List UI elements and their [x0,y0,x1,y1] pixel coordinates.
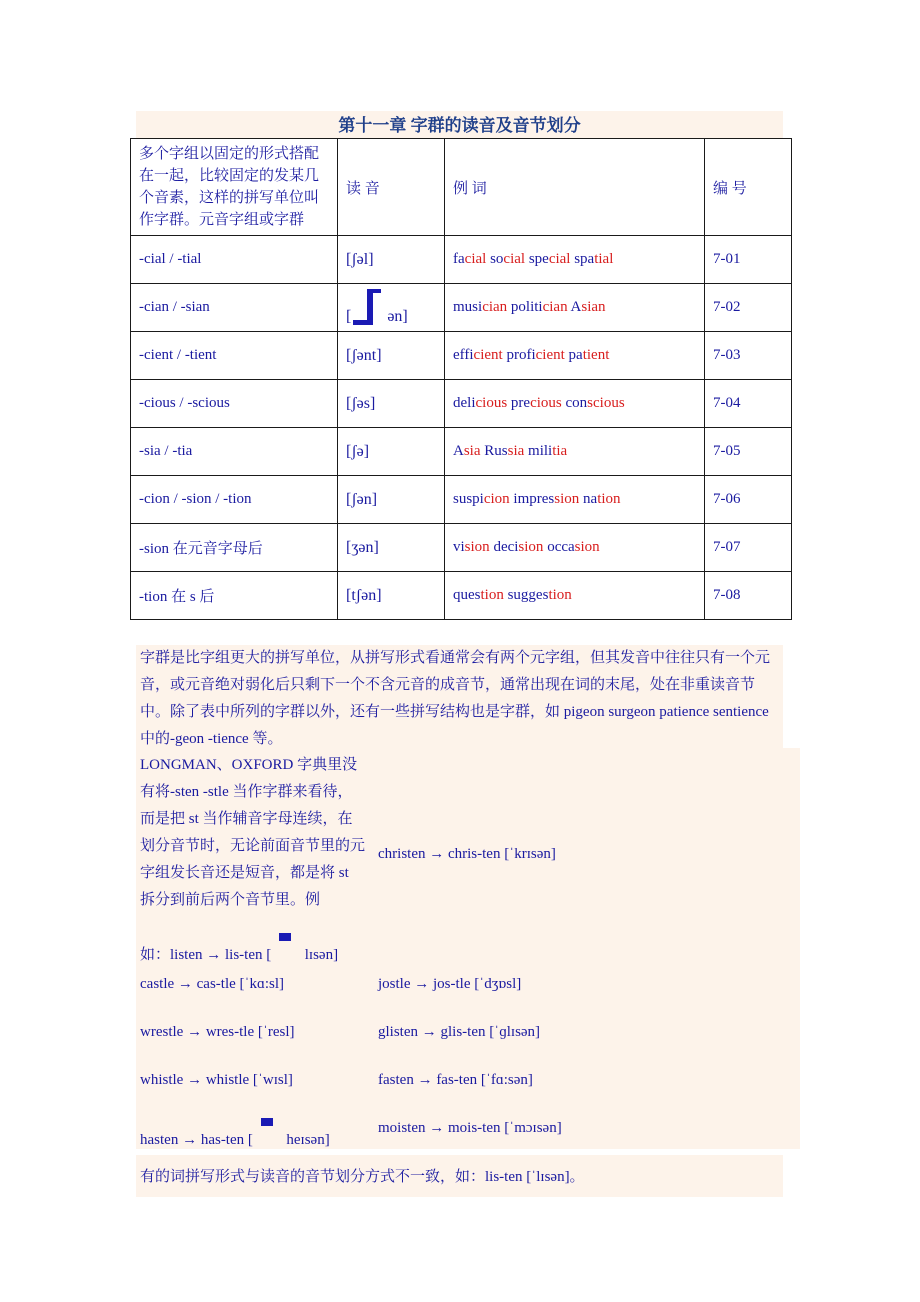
word-stem: effi [453,347,474,363]
example-word [571,299,606,315]
word-letter-group: tion [548,587,572,603]
example-words [445,236,705,284]
word-letter-group: cious [475,395,508,411]
word-letter-group: cious [530,395,562,411]
word-stem: ques [453,587,481,603]
word-letter-group: cient [473,347,503,363]
word-stem: so [490,251,504,267]
header-number: 编 号 [705,139,792,236]
pronunciation: [ʃə] [338,428,445,476]
stress-mark-icon [279,933,291,941]
example-word [569,347,610,363]
word-letter-group: sion [518,539,544,555]
table-row [131,476,792,524]
pronunciation: [ʃəl] [338,236,445,284]
word-stem: fa [453,251,465,267]
letter-group: -tion 在 s 后 [131,572,338,620]
chapter-title: 第十一章 字群的读音及音节划分 [136,111,783,138]
pronunciation: [ʃən] [338,476,445,524]
pronunciation: [ʃənt] [338,332,445,380]
word-letter-group: sion [554,491,580,507]
word-stem: deli [453,395,476,411]
word-letter-group: tion [597,491,621,507]
word-letter-group: sia [463,443,481,459]
example-hasten-text: hasten → has-ten [ [140,1132,253,1148]
example-word [508,587,572,603]
example-word [453,251,486,267]
example-word [511,299,568,315]
word-stem: spa [574,251,595,267]
group-number: 7-05 [705,428,792,476]
example-word [529,251,571,267]
longman-note: LONGMAN、OXFORD 字典里没有将-sten -stle 当作字群来看待，而是把 st 当作辅音字母连续，在划分音节时，无论前面音节里的元字组发长音还是短音，都是将 st 拆分到前后两个音节里。例 [140,757,366,908]
example-word [490,251,525,267]
example-words [445,572,705,620]
table-row [131,236,792,284]
example-listen-ipa: lɪsən] [304,947,339,963]
word-letter-group: tient [582,347,610,363]
group-number: 7-06 [705,476,792,524]
table-row [131,380,792,428]
example-words [445,428,705,476]
word-stem: mili [528,443,553,459]
example-word [513,491,579,507]
example-whistle: whistle → whistle [ˈwɪsl] [140,1072,293,1088]
example-word [453,539,490,555]
header-description: 多个字组以固定的形式搭配在一起，比较固定的发某几个音素，这样的拼写单位叫作字群。元音字组或字群 [131,139,338,236]
ipa-bracket: [ [346,308,352,325]
example-word [566,395,625,411]
letter-group: -sia / -tia [131,428,338,476]
letter-group: -cial / -tial [131,236,338,284]
example-word [506,347,564,363]
example-christen: christen → chris-ten [ˈkrɪsən] [378,846,556,862]
word-stem: A [453,443,464,459]
example-word [453,347,503,363]
word-stem: vi [453,539,465,555]
word-stem: profi [506,347,536,363]
word-stem: occa [547,539,575,555]
word-letter-group: cian [542,299,568,315]
st-split-section [136,748,800,1149]
group-number: 7-07 [705,524,792,572]
table-row [131,284,792,332]
example-jostle: jostle → jos-tle [ˈdʒɒsl] [378,976,522,992]
pronunciation: [ʒən] [338,524,445,572]
example-listen-text: 如：listen → lis-ten [ [140,947,272,963]
word-letter-group: tial [594,251,614,267]
header-examples: 例 词 [445,139,705,236]
paragraph-letter-groups: 字群是比字组更大的拼写单位，从拼写形式看通常会有两个元字组，但其发音中往往只有一个元音，或元音绝对弱化后只剩下一个不含元音的成音节，通常出现在词的末尾，处在非重读音节中。除了表中所列的字群以外，还有一些拼写结构也是字群，如 pigeon surgeon patience sentience 中的-geon -tience 等。 [136,645,783,748]
word-letter-group: cial [548,251,571,267]
example-word [453,443,481,459]
example-moisten: moisten → mois-ten [ˈmɔɪsən] [378,1120,562,1136]
word-stem: sugges [507,587,549,603]
word-letter-group: cial [503,251,526,267]
letter-group: -cion / -sion / -tion [131,476,338,524]
word-stem: Rus [484,443,508,459]
word-letter-group: sion [464,539,490,555]
letter-group: -cient / -tient [131,332,338,380]
word-stem: pre [510,395,531,411]
letter-group: -sion 在元音字母后 [131,524,338,572]
table-header-row [131,139,792,236]
ipa-tail: ən] [387,308,408,325]
example-word [484,443,524,459]
example-word [528,443,567,459]
table-row [131,572,792,620]
letter-group: -cious / -scious [131,380,338,428]
example-wrestle: wrestle → wres-tle [ˈresl] [140,1024,295,1040]
table-row [131,332,792,380]
example-words [445,332,705,380]
example-hasten [140,1118,330,1149]
example-word [547,539,600,555]
example-word [583,491,621,507]
letter-group-table [130,138,792,620]
word-stem: suspi [453,491,484,507]
word-letter-group: cion [483,491,510,507]
pronunciation: [ʃəs] [338,380,445,428]
final-note: 有的词拼写形式与读音的音节划分方式不一致，如：lis-ten [ˈlɪsən]。 [136,1155,783,1197]
example-word [453,299,507,315]
word-stem: na [583,491,598,507]
example-word [511,395,562,411]
word-letter-group: tia [552,443,568,459]
word-stem: deci [493,539,519,555]
stress-mark-icon [261,1118,273,1126]
group-number: 7-04 [705,380,792,428]
example-word [574,251,613,267]
word-letter-group: cian [482,299,508,315]
word-stem: A [570,299,582,315]
word-letter-group: sian [581,299,606,315]
word-letter-group: cient [535,347,565,363]
example-fasten: fasten → fas-ten [ˈfɑ:sən] [378,1072,533,1088]
word-stem: con [565,395,588,411]
word-letter-group: tion [480,587,504,603]
example-listen [140,933,338,964]
example-word [453,587,504,603]
group-number: 7-03 [705,332,792,380]
word-stem: pa [568,347,583,363]
word-letter-group: sion [574,539,600,555]
pronunciation [338,284,445,332]
example-word [453,395,507,411]
example-word [453,491,510,507]
pronunciation: [tʃən] [338,572,445,620]
table-row [131,524,792,572]
example-words [445,524,705,572]
word-letter-group: scious [587,395,625,411]
word-letter-group: sia [507,443,525,459]
example-words [445,476,705,524]
group-number: 7-02 [705,284,792,332]
word-letter-group: cial [464,251,487,267]
group-number: 7-08 [705,572,792,620]
example-castle: castle → cas-tle [ˈkɑ:sl] [140,976,285,992]
example-glisten: glisten → glis-ten [ˈɡlɪsən] [378,1024,541,1040]
word-stem: politi [510,299,543,315]
example-words [445,284,705,332]
example-words [445,380,705,428]
example-hasten-ipa: heɪsən] [286,1132,330,1148]
header-pronunciation: 读 音 [338,139,445,236]
word-stem: musi [453,299,483,315]
group-number: 7-01 [705,236,792,284]
word-stem: spe [528,251,549,267]
letter-group: -cian / -sian [131,284,338,332]
example-word [493,539,543,555]
word-stem: impres [513,491,555,507]
sh-glyph-icon [353,289,381,325]
table-row [131,428,792,476]
